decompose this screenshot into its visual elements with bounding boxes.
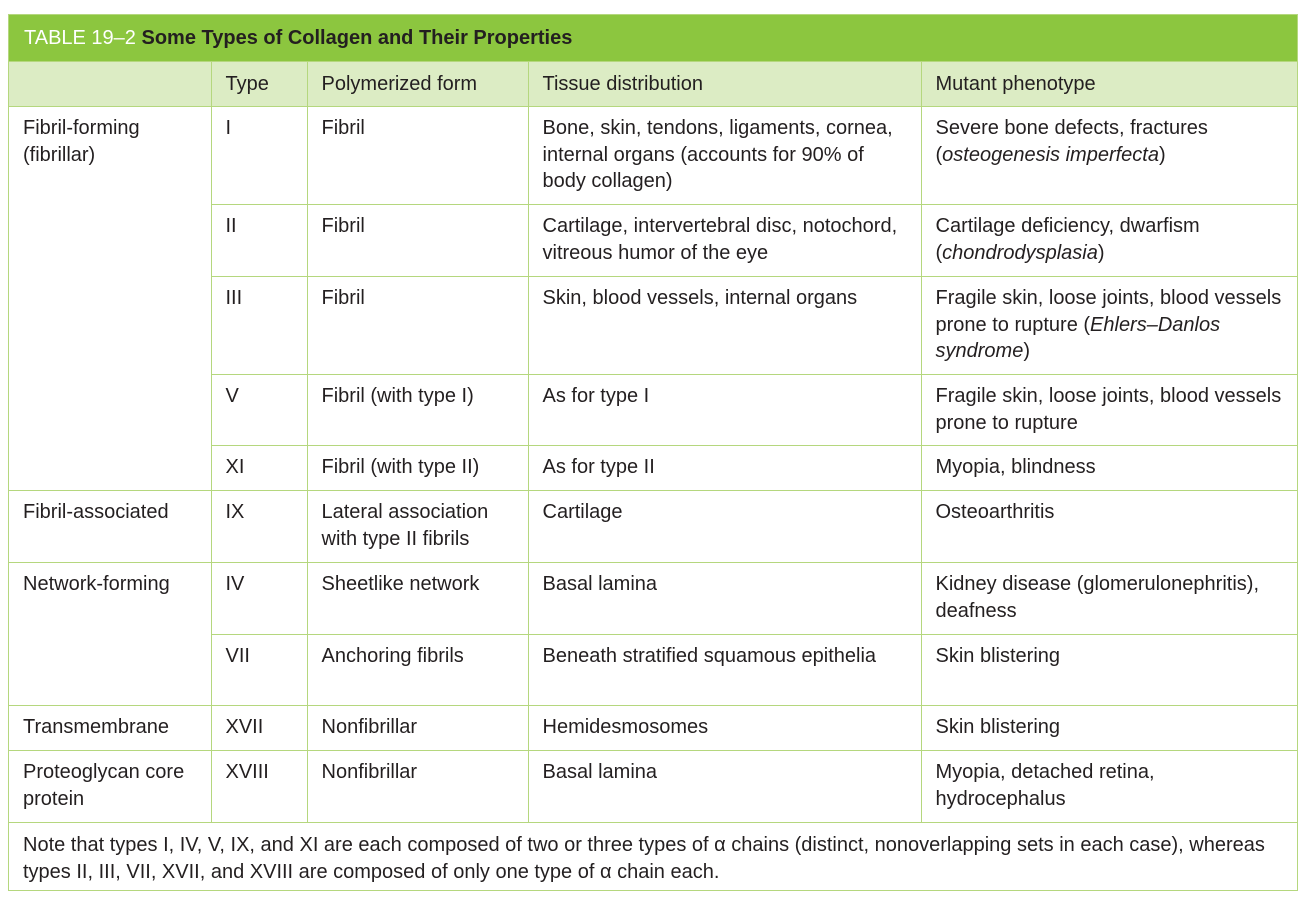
form-cell: Fibril <box>307 277 528 375</box>
table-number: TABLE 19–2 <box>24 27 136 49</box>
table-row <box>9 563 1297 635</box>
tissue-cell: Cartilage, intervertebral disc, notochord, vitreous humor of the eye <box>528 205 921 277</box>
phenotype-cell <box>921 107 1297 205</box>
type-cell: II <box>211 205 307 277</box>
tissue-cell: Beneath stratified squamous epithelia <box>528 635 921 706</box>
phenotype-cell: Myopia, detached retina, hydrocephalus <box>921 751 1297 823</box>
phenotype-cell <box>921 277 1297 375</box>
tissue-cell: Skin, blood vessels, internal organs <box>528 277 921 375</box>
header-cell-mutant-phenotype: Mutant phenotype <box>921 62 1297 107</box>
table-row <box>9 706 1297 751</box>
header-cell-type: Type <box>211 62 307 107</box>
phenotype-disease-name: Ehlers–Danlos syndrome <box>935 313 1221 362</box>
form-cell: Nonfibrillar <box>307 751 528 823</box>
form-cell: Nonfibrillar <box>307 706 528 751</box>
phenotype-cell <box>921 205 1297 277</box>
phenotype-text: Cartilage deficiency, dwarfism ( <box>935 215 1200 264</box>
form-cell: Fibril <box>307 205 528 277</box>
tissue-cell: Hemidesmosomes <box>528 706 921 751</box>
group-cell: Proteoglycan core protein <box>9 751 211 823</box>
table-row <box>9 107 1297 205</box>
table-title: Some Types of Collagen and Their Properties <box>141 27 573 49</box>
phenotype-cell: Myopia, blindness <box>921 446 1297 491</box>
type-cell: III <box>211 277 307 375</box>
phenotype-disease-name: osteogenesis imperfecta <box>942 143 1159 166</box>
phenotype-text-end: ) <box>1158 143 1166 166</box>
form-cell: Fibril (with type I) <box>307 375 528 446</box>
phenotype-text: Severe bone defects, fractures ( <box>935 117 1208 166</box>
form-cell: Fibril (with type II) <box>307 446 528 491</box>
phenotype-text-end: ) <box>1023 340 1030 362</box>
group-cell: Fibril-associated <box>9 491 211 563</box>
type-cell: XVII <box>211 706 307 751</box>
collagen-table-frame <box>8 14 1298 891</box>
phenotype-cell: Skin blistering <box>921 706 1297 751</box>
table-footnote: Note that types I, IV, V, IX, and XI are each composed of two or three types of α chains (distinct, nonoverlapping sets in each case), whereas types II, III, VII, XVII, and XVIII are composed of only one type of α chain each. <box>23 834 1265 883</box>
tissue-cell: Basal lamina <box>528 751 921 823</box>
header-cell-group <box>9 62 211 107</box>
phenotype-text-end: ) <box>1097 241 1105 264</box>
phenotype-cell: Kidney disease (glomerulonephritis), deafness <box>921 563 1297 635</box>
type-cell: XVIII <box>211 751 307 823</box>
group-cell: Fibril-forming (fibrillar) <box>9 107 211 491</box>
phenotype-disease-name: chondrodysplasia <box>942 241 1098 264</box>
table-row <box>9 751 1297 823</box>
phenotype-cell: Osteoarthritis <box>921 491 1297 563</box>
tissue-cell: As for type II <box>528 446 921 491</box>
group-cell: Transmembrane <box>9 706 211 751</box>
tissue-cell: Cartilage <box>528 491 921 563</box>
form-cell: Fibril <box>307 107 528 205</box>
phenotype-cell: Fragile skin, loose joints, blood vessels prone to rupture <box>921 375 1297 446</box>
table-title-bar <box>9 15 1297 61</box>
phenotype-cell: Skin blistering <box>921 635 1297 706</box>
group-cell: Network-forming <box>9 563 211 706</box>
table-row <box>9 491 1297 563</box>
tissue-cell: As for type I <box>528 375 921 446</box>
type-cell: I <box>211 107 307 205</box>
tissue-cell: Basal lamina <box>528 563 921 635</box>
form-cell: Sheetlike network <box>307 563 528 635</box>
header-cell-tissue-distribution: Tissue distribution <box>528 62 921 107</box>
type-cell: V <box>211 375 307 446</box>
header-cell-polymerized-form: Polymerized form <box>307 62 528 107</box>
type-cell: IX <box>211 491 307 563</box>
type-cell: XI <box>211 446 307 491</box>
type-cell: IV <box>211 563 307 635</box>
type-cell: VII <box>211 635 307 706</box>
collagen-table <box>9 61 1297 823</box>
tissue-cell: Bone, skin, tendons, ligaments, cornea, internal organs (accounts for 90% of body collagen) <box>528 107 921 205</box>
form-cell: Lateral association with type II fibrils <box>307 491 528 563</box>
form-cell: Anchoring fibrils <box>307 635 528 706</box>
header-row <box>9 62 1297 107</box>
phenotype-text: Fragile skin, loose joints, blood vessels prone to rupture ( <box>935 287 1282 336</box>
